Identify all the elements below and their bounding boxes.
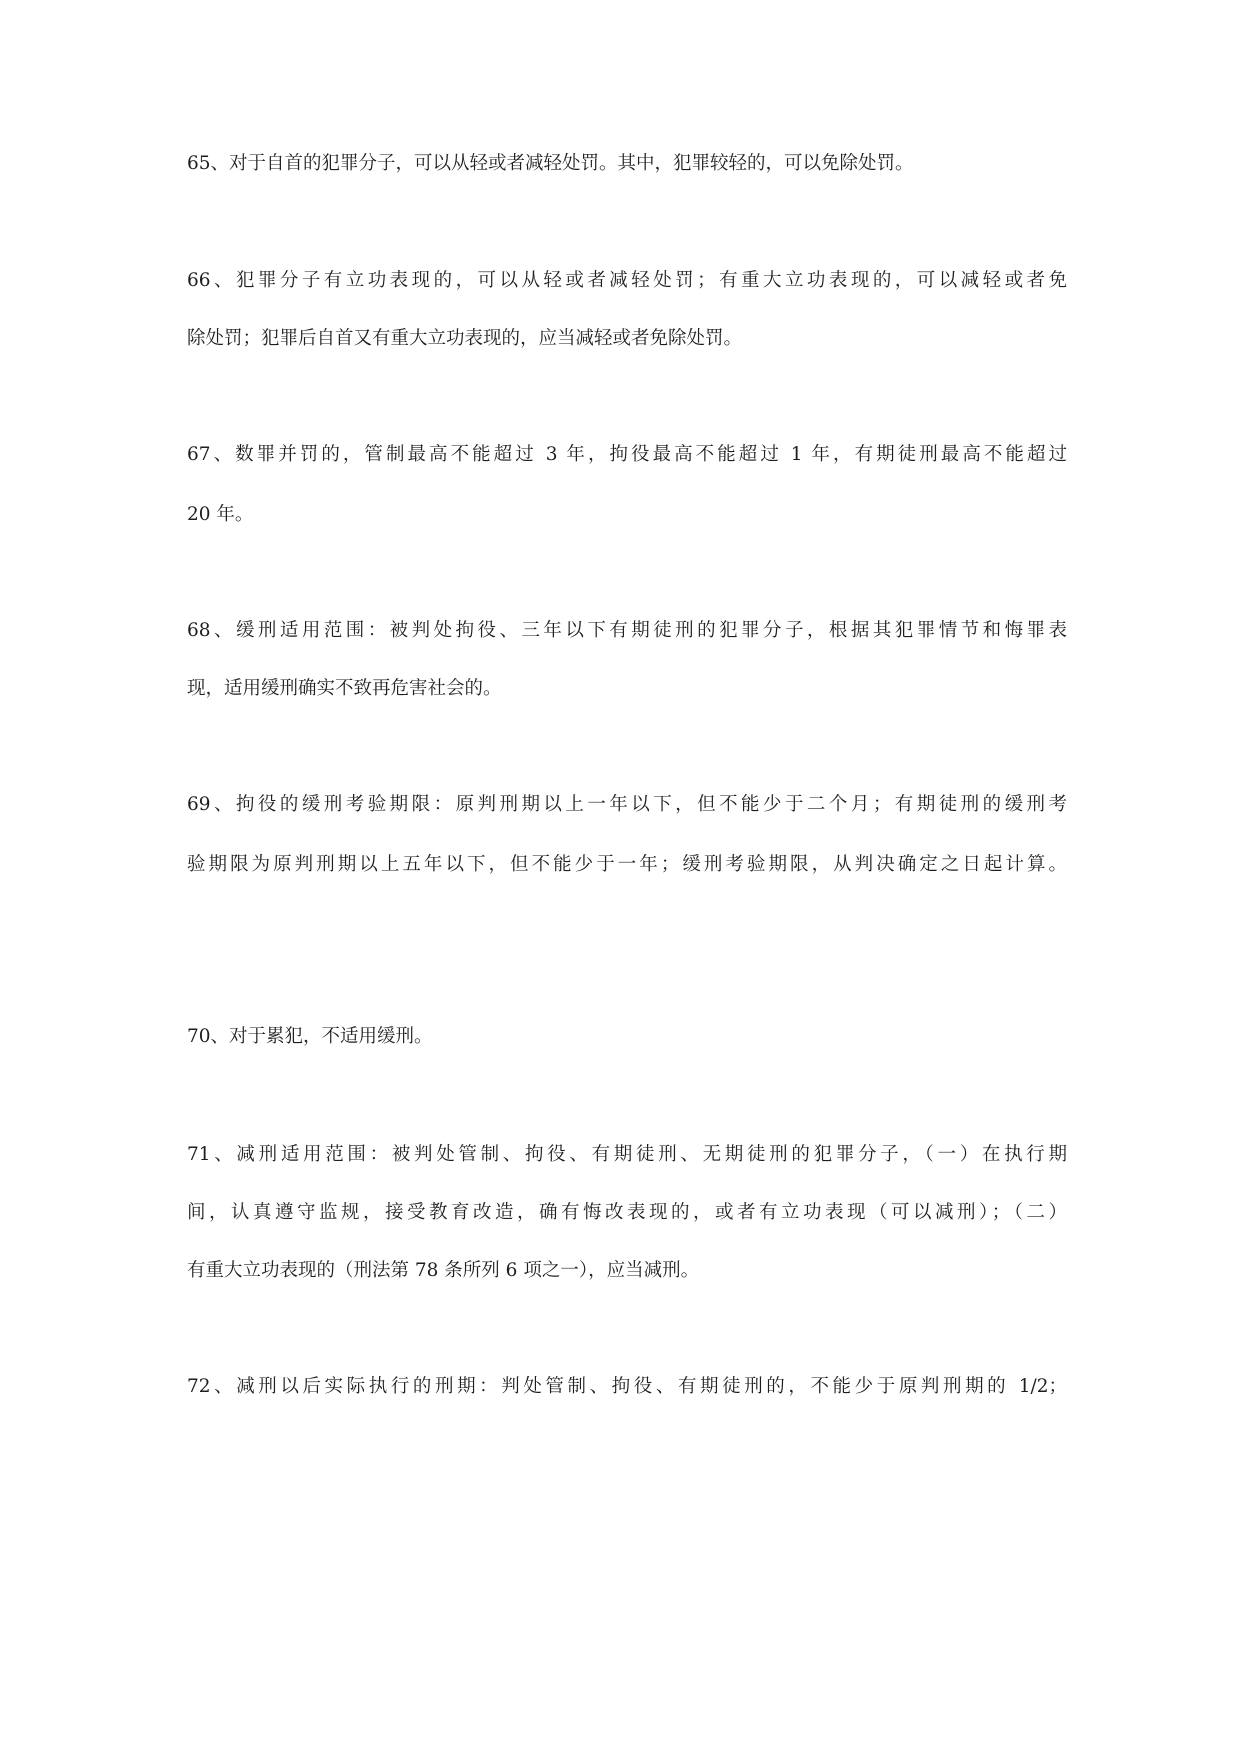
item-69-line-1: 69、拘役的缓刑考验期限：原判刑期以上一年以下，但不能少于二个月；有期徒刑的缓刑考 [187, 794, 1067, 815]
item-67-line-2: 20 年。 [187, 504, 254, 525]
item-66-line-1: 66、犯罪分子有立功表现的，可以从轻或者减轻处罚；有重大立功表现的，可以减轻或者免 [187, 270, 1067, 291]
item-68-line-2: 现，适用缓刑确实不致再危害社会的。 [187, 678, 502, 699]
item-72-line-1: 72、减刑以后实际执行的刑期：判处管制、拘役、有期徒刑的，不能少于原判刑期的 1/2； [187, 1376, 1067, 1397]
item-65-line-1: 65、对于自首的犯罪分子，可以从轻或者减轻处罚。其中，犯罪较轻的，可以免除处罚。 [187, 153, 914, 174]
item-67-line-1: 67、数罪并罚的，管制最高不能超过 3 年，拘役最高不能超过 1 年，有期徒刑最高不能超过 [187, 444, 1067, 465]
item-68-line-1: 68、缓刑适用范围：被判处拘役、三年以下有期徒刑的犯罪分子，根据其犯罪情节和悔罪表 [187, 620, 1067, 641]
item-71-line-1: 71、减刑适用范围：被判处管制、拘役、有期徒刑、无期徒刑的犯罪分子，（一）在执行期 [187, 1144, 1067, 1165]
item-70-line-1: 70、对于累犯，不适用缓刑。 [187, 1026, 433, 1047]
item-66-line-2: 除处罚；犯罪后自首又有重大立功表现的，应当减轻或者免除处罚。 [187, 328, 743, 349]
item-71-line-3: 有重大立功表现的（刑法第 78 条所列 6 项之一），应当减刑。 [187, 1260, 700, 1281]
item-69-line-2: 验期限为原判刑期以上五年以下，但不能少于一年；缓刑考验期限，从判决确定之日起计算。 [187, 854, 1067, 875]
item-71-line-2: 间，认真遵守监规，接受教育改造，确有悔改表现的，或者有立功表现（可以减刑）；（二） [187, 1202, 1067, 1223]
